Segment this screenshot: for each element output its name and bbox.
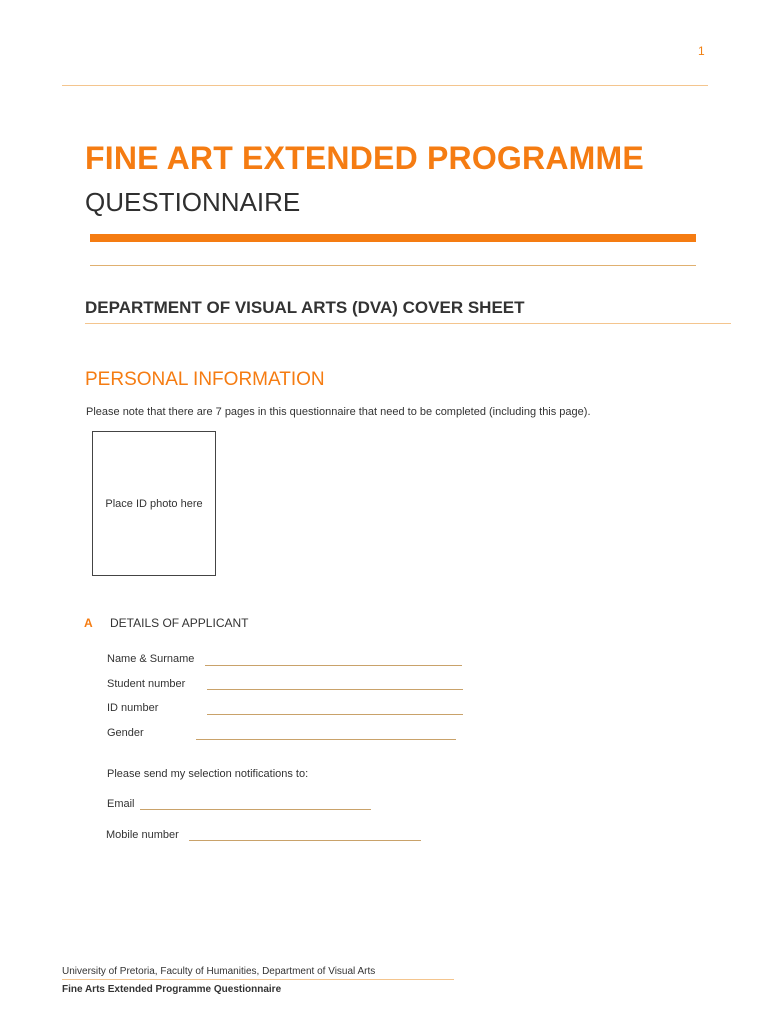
email-field[interactable]	[140, 808, 371, 810]
name-surname-field[interactable]	[205, 664, 462, 666]
title-accent-bar	[90, 234, 696, 242]
id-photo-placeholder: Place ID photo here	[105, 497, 203, 510]
notification-prompt: Please send my selection notifications to:	[107, 768, 309, 780]
id-number-label: ID number	[107, 702, 159, 714]
page-count-note: Please note that there are 7 pages in this questionnaire that need to be completed (including this page).	[86, 406, 591, 418]
email-label: Email	[107, 798, 135, 810]
section-title: DETAILS OF APPLICANT	[110, 616, 249, 630]
id-number-field[interactable]	[207, 713, 463, 715]
page-number: 1	[698, 44, 705, 58]
footer-institution: University of Pretoria, Faculty of Humanities, Department of Visual Arts	[62, 966, 376, 977]
gender-field[interactable]	[196, 738, 456, 740]
mobile-number-label: Mobile number	[106, 829, 179, 841]
header-rule	[62, 85, 708, 86]
name-surname-label: Name & Surname	[107, 653, 195, 665]
document-title: FINE ART EXTENDED PROGRAMME	[85, 140, 644, 176]
footer-rule	[62, 979, 454, 980]
id-photo-box[interactable]	[92, 431, 216, 576]
personal-info-heading: PERSONAL INFORMATION	[85, 369, 325, 390]
gender-label: Gender	[107, 727, 144, 739]
cover-sheet-title: DEPARTMENT OF VISUAL ARTS (DVA) COVER SHEET	[85, 298, 525, 317]
mobile-number-field[interactable]	[189, 839, 421, 841]
title-underline	[90, 265, 696, 266]
student-number-field[interactable]	[207, 688, 463, 690]
student-number-label: Student number	[107, 678, 186, 690]
footer-document-name: Fine Arts Extended Programme Questionnaire	[62, 984, 282, 995]
section-letter: A	[84, 616, 93, 630]
document-subtitle: QUESTIONNAIRE	[85, 187, 301, 217]
cover-sheet-rule	[85, 323, 731, 324]
